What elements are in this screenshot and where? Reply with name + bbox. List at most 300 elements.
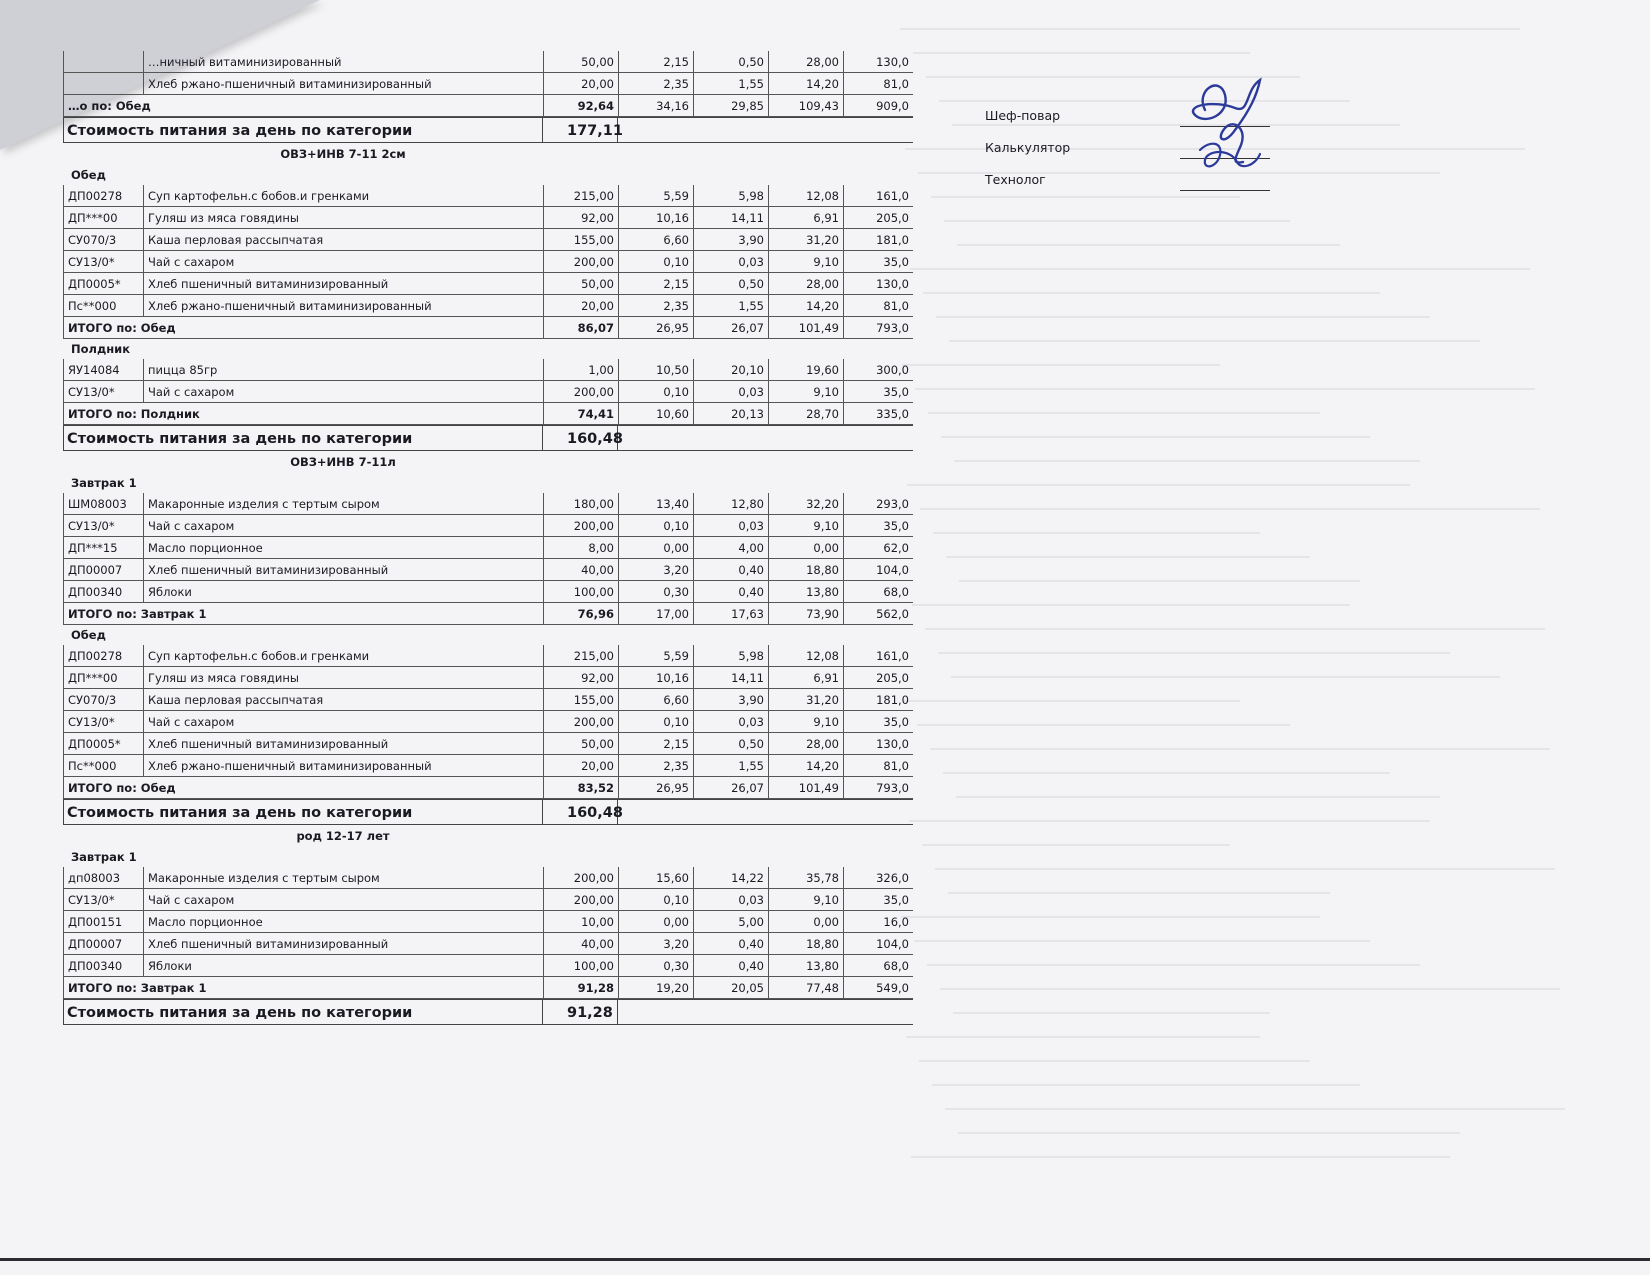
protein-cell: 0,10 [618, 515, 693, 537]
fat-cell: 26,07 [693, 777, 768, 799]
fat-cell: 0,40 [693, 933, 768, 955]
carbs-cell: 14,20 [768, 295, 843, 317]
kcal-cell: 205,0 [843, 667, 913, 689]
dish-code: дп08003 [63, 867, 143, 889]
dish-name: Хлеб ржано-пшеничный витаминизированный [143, 755, 543, 777]
table-row [63, 755, 909, 777]
carbs-cell: 14,20 [768, 73, 843, 95]
fat-cell: 4,00 [693, 537, 768, 559]
quantity-cell: 1,00 [543, 359, 618, 381]
kcal-cell: 161,0 [843, 185, 913, 207]
fat-cell: 0,03 [693, 381, 768, 403]
protein-cell: 0,30 [618, 581, 693, 603]
dish-name: Чай с сахаром [143, 251, 543, 273]
kcal-cell: 549,0 [843, 977, 913, 999]
carbs-cell: 0,00 [768, 537, 843, 559]
dish-code: ДП00007 [63, 559, 143, 581]
carbs-cell: 109,43 [768, 95, 843, 117]
protein-cell: 19,20 [618, 977, 693, 999]
carbs-cell: 12,08 [768, 645, 843, 667]
kcal-cell: 793,0 [843, 317, 913, 339]
table-row [63, 581, 909, 603]
table-row [63, 251, 909, 273]
kcal-cell: 562,0 [843, 603, 913, 625]
dish-name: Хлеб ржано-пшеничный витаминизированный [143, 295, 543, 317]
kcal-cell: 81,0 [843, 295, 913, 317]
ghost-line [906, 1036, 1260, 1038]
dish-name: Макаронные изделия с тертым сыром [143, 867, 543, 889]
ghost-line [959, 580, 1360, 582]
protein-cell: 2,35 [618, 295, 693, 317]
table-row [63, 955, 909, 977]
daily-cost-row [63, 117, 848, 143]
kcal-cell: 909,0 [843, 95, 913, 117]
kcal-cell: 326,0 [843, 867, 913, 889]
fat-cell: 1,55 [693, 73, 768, 95]
quantity-cell: 155,00 [543, 689, 618, 711]
quantity-cell: 74,41 [543, 403, 618, 425]
ghost-line [909, 820, 1430, 822]
quantity-cell: 83,52 [543, 777, 618, 799]
daily-cost-value: 160,48 [543, 425, 618, 451]
carbs-cell: 14,20 [768, 755, 843, 777]
fat-cell: 17,63 [693, 603, 768, 625]
fat-cell: 0,03 [693, 711, 768, 733]
daily-cost-label: Стоимость питания за день по категории [63, 999, 543, 1025]
protein-cell: 15,60 [618, 867, 693, 889]
kcal-cell: 35,0 [843, 381, 913, 403]
carbs-cell: 18,80 [768, 933, 843, 955]
protein-cell: 0,00 [618, 537, 693, 559]
dish-name: …ничный витаминизированный [143, 51, 543, 73]
kcal-cell: 181,0 [843, 229, 913, 251]
kcal-cell: 35,0 [843, 515, 913, 537]
fat-cell: 0,50 [693, 273, 768, 295]
table-row [63, 515, 909, 537]
ghost-line [913, 52, 1250, 54]
protein-cell: 13,40 [618, 493, 693, 515]
ghost-line [957, 244, 1340, 246]
fat-cell: 0,40 [693, 559, 768, 581]
table-row [63, 185, 909, 207]
carbs-cell: 101,49 [768, 777, 843, 799]
quantity-cell: 200,00 [543, 889, 618, 911]
daily-cost-filler [618, 425, 913, 451]
table-row [63, 933, 909, 955]
kcal-cell: 81,0 [843, 755, 913, 777]
quantity-cell: 215,00 [543, 185, 618, 207]
carbs-cell: 28,00 [768, 51, 843, 73]
protein-cell: 0,00 [618, 911, 693, 933]
dish-name: Макаронные изделия с тертым сыром [143, 493, 543, 515]
ghost-line [930, 748, 1550, 750]
fat-cell: 0,03 [693, 889, 768, 911]
dish-name: Каша перловая рассыпчатая [143, 229, 543, 251]
dish-name: Каша перловая рассыпчатая [143, 689, 543, 711]
ghost-line [948, 892, 1330, 894]
daily-cost-label: Стоимость питания за день по категории [63, 117, 543, 143]
protein-cell: 3,20 [618, 933, 693, 955]
ghost-line [946, 556, 1310, 558]
ghost-line [901, 916, 1320, 918]
protein-cell: 34,16 [618, 95, 693, 117]
dish-code: ДП00340 [63, 955, 143, 977]
ghost-line [925, 628, 1545, 630]
fat-cell: 5,00 [693, 911, 768, 933]
protein-cell: 3,20 [618, 559, 693, 581]
table-row [63, 559, 909, 581]
dish-name: Чай с сахаром [143, 515, 543, 537]
total-label: …о по: Обед [63, 95, 543, 117]
kcal-cell: 300,0 [843, 359, 913, 381]
ghost-line [944, 220, 1290, 222]
total-label: ИТОГО по: Обед [63, 777, 543, 799]
protein-cell: 2,35 [618, 755, 693, 777]
protein-cell: 2,15 [618, 733, 693, 755]
quantity-cell: 20,00 [543, 73, 618, 95]
protein-cell: 26,95 [618, 777, 693, 799]
fat-cell: 12,80 [693, 493, 768, 515]
dish-code: СУ13/0* [63, 889, 143, 911]
table-row [63, 273, 909, 295]
fat-cell: 1,55 [693, 755, 768, 777]
ghost-line [923, 292, 1380, 294]
kcal-cell: 181,0 [843, 689, 913, 711]
kcal-cell: 16,0 [843, 911, 913, 933]
protein-cell: 6,60 [618, 689, 693, 711]
protein-cell: 5,59 [618, 185, 693, 207]
ghost-line [914, 940, 1370, 942]
ghost-line [936, 316, 1430, 318]
dish-code: СУ13/0* [63, 515, 143, 537]
quantity-cell: 215,00 [543, 645, 618, 667]
table-row [63, 537, 909, 559]
kcal-cell: 205,0 [843, 207, 913, 229]
quantity-cell: 76,96 [543, 603, 618, 625]
total-label: ИТОГО по: Обед [63, 317, 543, 339]
ghost-line [919, 1060, 1310, 1062]
dish-code: ДП00278 [63, 645, 143, 667]
daily-cost-label: Стоимость питания за день по категории [63, 425, 543, 451]
ghost-line [933, 532, 1260, 534]
daily-cost-row [63, 799, 848, 825]
quantity-cell: 86,07 [543, 317, 618, 339]
kcal-cell: 130,0 [843, 733, 913, 755]
fat-cell: 3,90 [693, 229, 768, 251]
daily-cost-row [63, 999, 848, 1025]
dish-code [63, 73, 143, 95]
ghost-line [949, 340, 1480, 342]
ghost-line [941, 436, 1370, 438]
ghost-line [932, 1084, 1360, 1086]
table-row [63, 493, 909, 515]
kcal-cell: 35,0 [843, 251, 913, 273]
ghost-line [922, 844, 1230, 846]
table-row [63, 645, 909, 667]
kcal-cell: 104,0 [843, 559, 913, 581]
fat-cell: 20,05 [693, 977, 768, 999]
table-row [63, 51, 909, 73]
protein-cell: 0,10 [618, 381, 693, 403]
ghost-line [927, 964, 1420, 966]
total-label: ИТОГО по: Завтрак 1 [63, 603, 543, 625]
dish-name: Суп картофельн.с бобов.и гренками [143, 185, 543, 207]
dish-name: Яблоки [143, 581, 543, 603]
dish-code: ДП00278 [63, 185, 143, 207]
dish-code: СУ13/0* [63, 711, 143, 733]
protein-cell: 2,15 [618, 273, 693, 295]
protein-cell: 0,10 [618, 711, 693, 733]
table-row [63, 711, 909, 733]
ghost-line [907, 484, 1410, 486]
table-row [63, 689, 909, 711]
quantity-cell: 180,00 [543, 493, 618, 515]
carbs-cell: 12,08 [768, 185, 843, 207]
dish-name: Гуляш из мяса говядины [143, 667, 543, 689]
ghost-line [938, 652, 1450, 654]
kcal-cell: 335,0 [843, 403, 913, 425]
dish-code: Пс**000 [63, 755, 143, 777]
dish-code: ДП00340 [63, 581, 143, 603]
quantity-cell: 50,00 [543, 733, 618, 755]
dish-code: ДП0005* [63, 733, 143, 755]
kcal-cell: 293,0 [843, 493, 913, 515]
carbs-cell: 0,00 [768, 911, 843, 933]
dish-code: СУ070/3 [63, 689, 143, 711]
fat-cell: 3,90 [693, 689, 768, 711]
quantity-cell: 200,00 [543, 515, 618, 537]
fat-cell: 20,13 [693, 403, 768, 425]
carbs-cell: 28,00 [768, 273, 843, 295]
table-row [63, 207, 909, 229]
dish-name: Хлеб пшеничный витаминизированный [143, 559, 543, 581]
table-row [63, 73, 909, 95]
quantity-cell: 92,00 [543, 667, 618, 689]
table-row [63, 295, 909, 317]
quantity-cell: 92,00 [543, 207, 618, 229]
table-row [63, 889, 909, 911]
fat-cell: 1,55 [693, 295, 768, 317]
carbs-cell: 6,91 [768, 207, 843, 229]
kcal-cell: 130,0 [843, 273, 913, 295]
fat-cell: 14,11 [693, 207, 768, 229]
carbs-cell: 9,10 [768, 711, 843, 733]
table-row [63, 359, 909, 381]
ghost-line [953, 1012, 1270, 1014]
carbs-cell: 9,10 [768, 515, 843, 537]
carbs-cell: 28,00 [768, 733, 843, 755]
carbs-cell: 31,20 [768, 689, 843, 711]
daily-cost-filler [618, 117, 913, 143]
ghost-line [917, 724, 1290, 726]
fat-cell: 20,10 [693, 359, 768, 381]
carbs-cell: 9,10 [768, 251, 843, 273]
meal-heading: Полдник [71, 342, 131, 356]
ghost-line [945, 1108, 1565, 1110]
signature-label: Шеф-повар [985, 108, 1061, 123]
protein-cell: 5,59 [618, 645, 693, 667]
fat-cell: 0,50 [693, 733, 768, 755]
ghost-line [939, 100, 1350, 102]
category-heading: ОВЗ+ИНВ 7-11л [290, 455, 396, 469]
quantity-cell: 40,00 [543, 933, 618, 955]
total-row [63, 403, 909, 425]
protein-cell: 17,00 [618, 603, 693, 625]
scan-edge-line [0, 1258, 1650, 1261]
dish-code: ЯУ14084 [63, 359, 143, 381]
protein-cell: 0,30 [618, 955, 693, 977]
dish-name: Масло порционное [143, 911, 543, 933]
protein-cell: 10,16 [618, 667, 693, 689]
carbs-cell: 19,60 [768, 359, 843, 381]
fat-cell: 0,50 [693, 51, 768, 73]
dish-code: ДП00151 [63, 911, 143, 933]
total-label: ИТОГО по: Завтрак 1 [63, 977, 543, 999]
carbs-cell: 77,48 [768, 977, 843, 999]
total-row [63, 977, 909, 999]
carbs-cell: 6,91 [768, 667, 843, 689]
quantity-cell: 40,00 [543, 559, 618, 581]
protein-cell: 10,16 [618, 207, 693, 229]
quantity-cell: 200,00 [543, 251, 618, 273]
meal-heading: Обед [71, 168, 106, 182]
dish-name: Хлеб пшеничный витаминизированный [143, 933, 543, 955]
ghost-line [904, 700, 1240, 702]
carbs-cell: 101,49 [768, 317, 843, 339]
quantity-cell: 8,00 [543, 537, 618, 559]
quantity-cell: 92,64 [543, 95, 618, 117]
signature-label: Технолог [985, 172, 1046, 187]
dish-name: Хлеб пшеничный витаминизированный [143, 733, 543, 755]
fat-cell: 14,22 [693, 867, 768, 889]
dish-code: ДП***00 [63, 207, 143, 229]
total-label: ИТОГО по: Полдник [63, 403, 543, 425]
dish-code: ДП***15 [63, 537, 143, 559]
total-row [63, 95, 909, 117]
dish-code: СУ13/0* [63, 381, 143, 403]
kcal-cell: 104,0 [843, 933, 913, 955]
ghost-line [902, 364, 1220, 366]
carbs-cell: 9,10 [768, 381, 843, 403]
dish-name: Чай с сахаром [143, 711, 543, 733]
dish-code: СУ070/3 [63, 229, 143, 251]
daily-cost-filler [618, 999, 913, 1025]
daily-cost-value: 177,11 [543, 117, 618, 143]
kcal-cell: 68,0 [843, 581, 913, 603]
fat-cell: 0,03 [693, 515, 768, 537]
ghost-line [912, 604, 1350, 606]
daily-cost-label: Стоимость питания за день по категории [63, 799, 543, 825]
kcal-cell: 81,0 [843, 73, 913, 95]
kcal-cell: 62,0 [843, 537, 913, 559]
dish-name: Чай с сахаром [143, 889, 543, 911]
quantity-cell: 50,00 [543, 51, 618, 73]
fat-cell: 0,40 [693, 581, 768, 603]
signature-line [1180, 190, 1270, 191]
category-heading: ОВЗ+ИНВ 7-11 2см [280, 147, 406, 161]
quantity-cell: 200,00 [543, 711, 618, 733]
carbs-cell: 32,20 [768, 493, 843, 515]
carbs-cell: 9,10 [768, 889, 843, 911]
protein-cell: 10,50 [618, 359, 693, 381]
fat-cell: 0,40 [693, 955, 768, 977]
kcal-cell: 35,0 [843, 711, 913, 733]
total-row [63, 603, 909, 625]
dish-name: Чай с сахаром [143, 381, 543, 403]
dish-code: ДП00007 [63, 933, 143, 955]
fat-cell: 5,98 [693, 185, 768, 207]
menu-table [63, 51, 909, 1025]
quantity-cell: 100,00 [543, 955, 618, 977]
dish-name: пицца 85гр [143, 359, 543, 381]
dish-code: СУ13/0* [63, 251, 143, 273]
ghost-line [915, 388, 1535, 390]
quantity-cell: 20,00 [543, 755, 618, 777]
total-row [63, 317, 909, 339]
total-row [63, 777, 909, 799]
ghost-line [951, 676, 1500, 678]
ghost-line [910, 268, 1530, 270]
kcal-cell: 35,0 [843, 889, 913, 911]
carbs-cell: 18,80 [768, 559, 843, 581]
table-row [63, 733, 909, 755]
quantity-cell: 155,00 [543, 229, 618, 251]
table-row [63, 867, 909, 889]
fat-cell: 14,11 [693, 667, 768, 689]
carbs-cell: 13,80 [768, 955, 843, 977]
carbs-cell: 35,78 [768, 867, 843, 889]
daily-cost-row [63, 425, 848, 451]
table-row [63, 911, 909, 933]
carbs-cell: 31,20 [768, 229, 843, 251]
quantity-cell: 10,00 [543, 911, 618, 933]
protein-cell: 2,15 [618, 51, 693, 73]
fat-cell: 0,03 [693, 251, 768, 273]
ghost-line [911, 1156, 1450, 1158]
daily-cost-value: 91,28 [543, 999, 618, 1025]
dish-code: ДП0005* [63, 273, 143, 295]
daily-cost-filler [618, 799, 913, 825]
ghost-line [928, 412, 1320, 414]
dish-code: ДП***00 [63, 667, 143, 689]
signature-label: Калькулятор [985, 140, 1071, 155]
dish-code: ШМ08003 [63, 493, 143, 515]
fat-cell: 29,85 [693, 95, 768, 117]
ghost-line [920, 508, 1540, 510]
table-row [63, 381, 909, 403]
kcal-cell: 793,0 [843, 777, 913, 799]
protein-cell: 10,60 [618, 403, 693, 425]
quantity-cell: 200,00 [543, 381, 618, 403]
ghost-line [900, 28, 1520, 30]
table-row [63, 667, 909, 689]
protein-cell: 0,10 [618, 251, 693, 273]
meal-heading: Завтрак 1 [71, 850, 137, 864]
quantity-cell: 100,00 [543, 581, 618, 603]
quantity-cell: 50,00 [543, 273, 618, 295]
ghost-line [943, 772, 1390, 774]
quantity-cell: 20,00 [543, 295, 618, 317]
ghost-line [935, 868, 1555, 870]
dish-code: Пс**000 [63, 295, 143, 317]
carbs-cell: 73,90 [768, 603, 843, 625]
protein-cell: 26,95 [618, 317, 693, 339]
meal-heading: Завтрак 1 [71, 476, 137, 490]
dish-code [63, 51, 143, 73]
quantity-cell: 200,00 [543, 867, 618, 889]
kcal-cell: 68,0 [843, 955, 913, 977]
kcal-cell: 161,0 [843, 645, 913, 667]
